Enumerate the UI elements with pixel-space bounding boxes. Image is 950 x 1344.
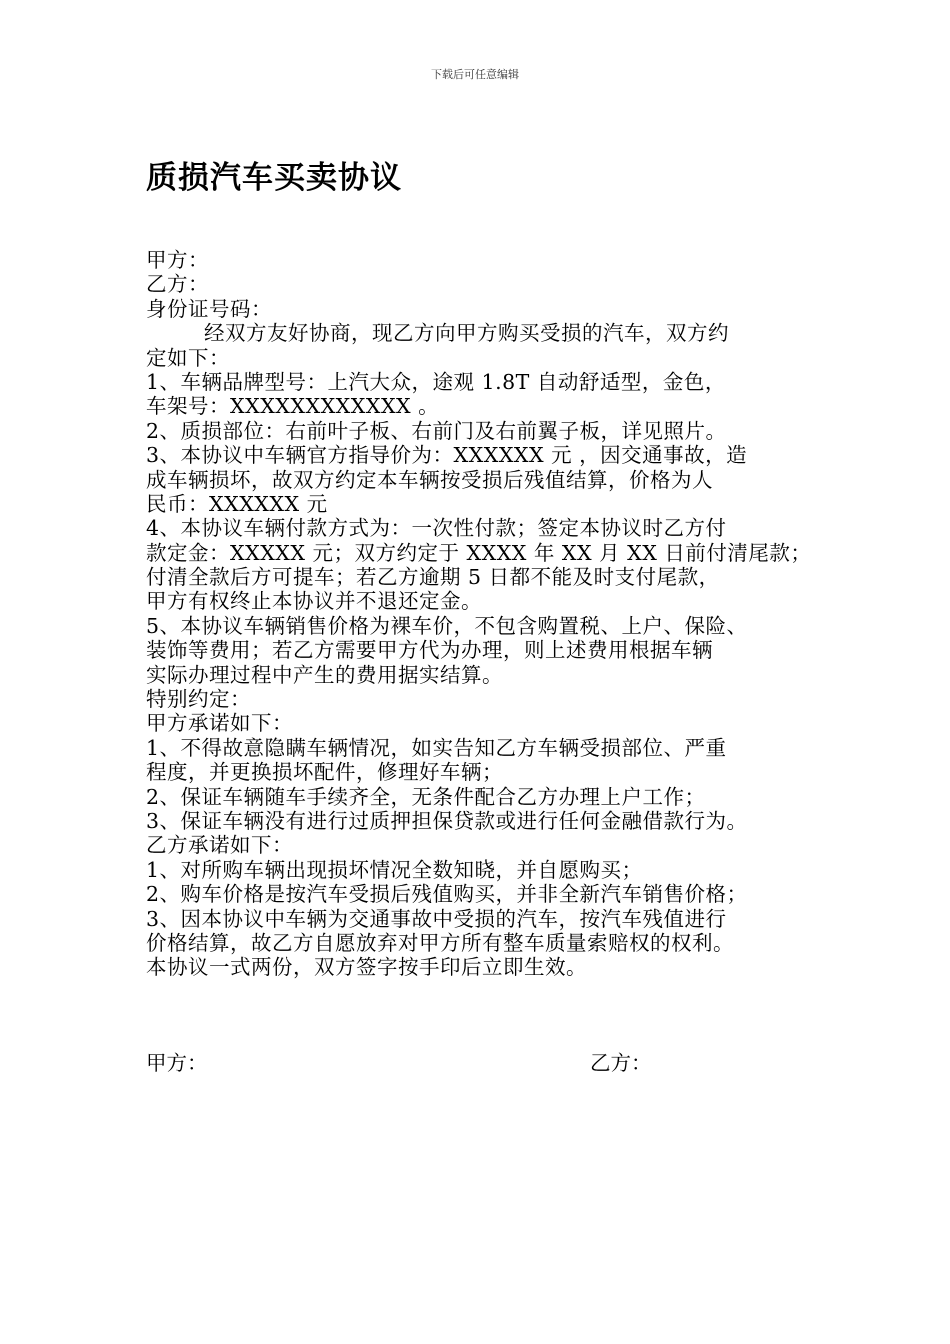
- party-a-line: 甲方：: [146, 248, 209, 272]
- clause-4-cont: 付清全款后方可提车；若乙方逾期 5 日都不能及时支付尾款，: [146, 565, 720, 590]
- clause-3-cont: 民币：XXXXXX 元: [146, 491, 328, 516]
- party-b-promise-3: 3、因本协议中车辆为交通事故中受损的汽车，按汽车残值进行: [146, 906, 727, 931]
- clause-4-cont: 款定金：XXXXX 元；双方约定于 XXXX 年 XX 月 XX 日前付清尾款；: [146, 540, 812, 565]
- document-body: [146, 248, 826, 980]
- clause-5-cont: 实际办理过程中产生的费用据实结算。: [146, 662, 503, 687]
- clause-2: 2、质损部位：右前叶子板、右前门及右前翼子板，详见照片。: [146, 418, 727, 443]
- clause-3: 3、本协议中车辆官方指导价为：XXXXXX 元 ，因交通事故，造: [146, 443, 748, 468]
- document-title: 质损汽车买卖协议: [146, 160, 402, 196]
- intro-paragraph: 经双方友好协商，现乙方向甲方购买受损的汽车，双方约: [204, 321, 729, 346]
- clause-5: 5、本协议车辆销售价格为裸车价，不包含购置税、上户、保险、: [146, 613, 748, 638]
- header-note: 下载后可任意编辑: [431, 68, 519, 81]
- party-b-promise-1: 1、对所购车辆出现损坏情况全数知晓，并自愿购买；: [146, 857, 643, 882]
- id-number-line: 身份证号码：: [146, 296, 272, 321]
- party-a-promise-1: 1、不得故意隐瞒车辆情况，如实告知乙方车辆受损部位、严重: [146, 735, 727, 760]
- party-b-line: 乙方：: [146, 272, 209, 297]
- effective-clause: 本协议一式两份，双方签字按手印后立即生效。: [146, 955, 587, 980]
- party-a-promise-1-cont: 程度，并更换损坏配件，修理好车辆；: [146, 760, 503, 785]
- special-terms-heading: 特别约定：: [146, 687, 251, 712]
- clause-1-cont: 车架号：XXXXXXXXXXXX 。: [146, 394, 440, 419]
- party-b-signature-label: 乙方：: [590, 1051, 652, 1075]
- intro-paragraph-cont: 定如下：: [146, 345, 230, 370]
- party-a-promise-2: 2、保证车辆随车手续齐全，无条件配合乙方办理上户工作；: [146, 784, 706, 809]
- party-a-promises-heading: 甲方承诺如下：: [146, 711, 293, 736]
- party-b-promises-heading: 乙方承诺如下：: [146, 833, 293, 858]
- clause-4: 4、本协议车辆付款方式为：一次性付款；签定本协议时乙方付: [146, 516, 727, 541]
- party-b-promise-2: 2、购车价格是按汽车受损后残值购买，并非全新汽车销售价格；: [146, 882, 748, 907]
- party-a-promise-3: 3、保证车辆没有进行过质押担保贷款或进行任何金融借款行为。: [146, 808, 748, 833]
- clause-3-cont: 成车辆损坏，故双方约定本车辆按受损后残值结算，价格为人: [146, 467, 713, 492]
- party-b-promise-3-cont: 价格结算，故乙方自愿放弃对甲方所有整车质量索赔权的权利。: [146, 930, 734, 955]
- clause-4-cont: 甲方有权终止本协议并不退还定金。: [146, 589, 482, 614]
- party-a-signature-label: 甲方：: [146, 1051, 208, 1075]
- clause-5-cont: 装饰等费用；若乙方需要甲方代为办理，则上述费用根据车辆: [146, 638, 713, 663]
- clause-1: 1、车辆品牌型号：上汽大众，途观 1.8T 自动舒适型，金色，: [146, 369, 726, 394]
- signature-row: [146, 1046, 826, 1075]
